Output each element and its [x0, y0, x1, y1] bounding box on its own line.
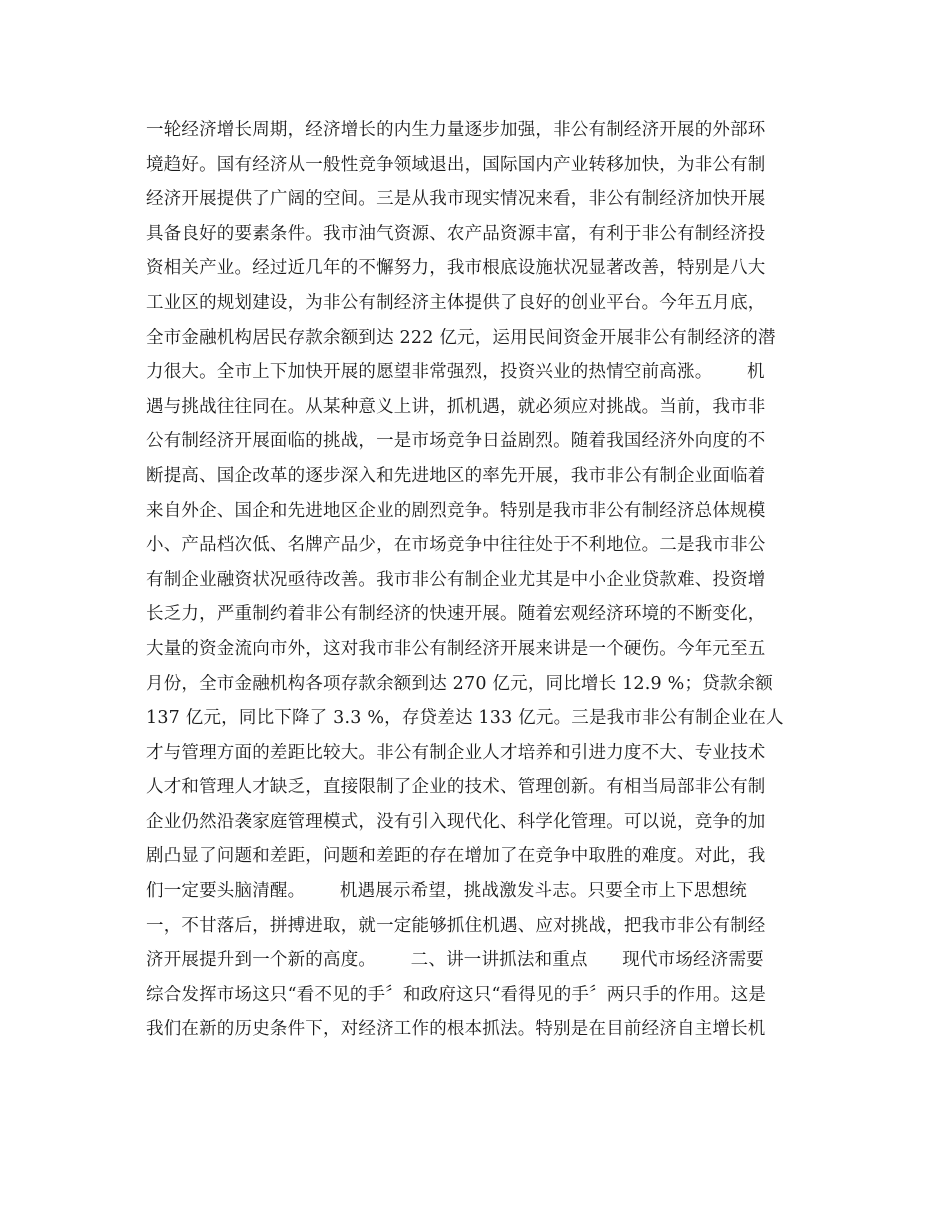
- text-line: 137 亿元，同比下降了 3.3 %，存贷差达 133 亿元。三是我市非公有制企业在人: [146, 708, 784, 729]
- text-line: 人才和管理人才缺乏，直接限制了企业的技术、管理创新。有相当局部非公有制: [146, 777, 766, 798]
- text-line: 们一定要头脑清醒。 机遇展示希望，挑战激发斗志。只要全市上下思想统: [146, 881, 747, 902]
- text-line: 才与管理方面的差距比较大。非公有制企业人才培养和引进力度不大、专业技术: [146, 742, 766, 763]
- text-line: 小、产品档次低、名牌产品少，在市场竞争中往往处于不利地位。二是我市非公: [146, 535, 766, 556]
- body-text: [146, 113, 806, 1047]
- text-line: 遇与挑战往往同在。从某种意义上讲，抓机遇，就必须应对挑战。当前，我市非: [146, 396, 766, 417]
- text-line: 济开展提升到一个新的高度。 二、讲一讲抓法和重点 现代市场经济需要: [146, 950, 764, 971]
- text-line: 力很大。全市上下加快开展的愿望非常强烈，投资兴业的热情空前高涨。 机: [146, 362, 765, 383]
- text-line: 有制企业融资状况亟待改善。我市非公有制企业尤其是中小企业贷款难、投资增: [146, 569, 766, 590]
- text-line: 工业区的规划建设，为非公有制经济主体提供了良好的创业平台。今年五月底，: [146, 292, 766, 313]
- text-line: 境趋好。国有经济从一般性竞争领域退出，国际国内产业转移加快，为非公有制: [146, 154, 766, 175]
- text-line: 全市金融机构居民存款余额到达 222 亿元，运用民间资金开展非公有制经济的潜: [146, 327, 776, 348]
- text-line: 来自外企、国企和先进地区企业的剧烈竞争。特别是我市非公有制经济总体规模: [146, 500, 766, 521]
- text-line: 剧凸显了问题和差距，问题和差距的存在增加了在竞争中取胜的难度。对此，我: [146, 846, 766, 867]
- text-line: 企业仍然沿袭家庭管理模式，没有引入现代化、科学化管理。可以说，竞争的加: [146, 811, 766, 832]
- text-line: 长乏力，严重制约着非公有制经济的快速开展。随着宏观经济环境的不断变化，: [146, 604, 766, 625]
- text-line: 资相关产业。经过近几年的不懈努力，我市根底设施状况显著改善，特别是八大: [146, 258, 766, 279]
- text-line: 综合发挥市场这只“看不见的手〞和政府这只“看得见的手〞两只手的作用。这是: [146, 984, 767, 1005]
- text-line: 我们在新的历史条件下，对经济工作的根本抓法。特别是在目前经济自主增长机: [146, 1019, 766, 1040]
- text-line: 断提高、国企改革的逐步深入和先进地区的率先开展，我市非公有制企业面临着: [146, 465, 766, 486]
- text-line: 月份，全市金融机构各项存款余额到达 270 亿元，同比增长 12.9 %；贷款余额: [146, 673, 773, 694]
- text-line: 经济开展提供了广阔的空间。三是从我市现实情况来看，非公有制经济加快开展: [146, 189, 766, 210]
- text-line: 公有制经济开展面临的挑战，一是市场竞争日益剧烈。随着我国经济外向度的不: [146, 431, 766, 452]
- text-line: 大量的资金流向市外，这对我市非公有制经济开展来讲是一个硬伤。今年元至五: [146, 638, 766, 659]
- text-line: 一轮经济增长周期，经济增长的内生力量逐步加强，非公有制经济开展的外部环: [146, 120, 766, 140]
- text-line: 具备良好的要素条件。我市油气资源、农产品资源丰富，有利于非公有制经济投: [146, 223, 766, 244]
- text-line: 一，不甘落后，拼搏进取，就一定能够抓住机遇、应对挑战，把我市非公有制经: [146, 915, 766, 936]
